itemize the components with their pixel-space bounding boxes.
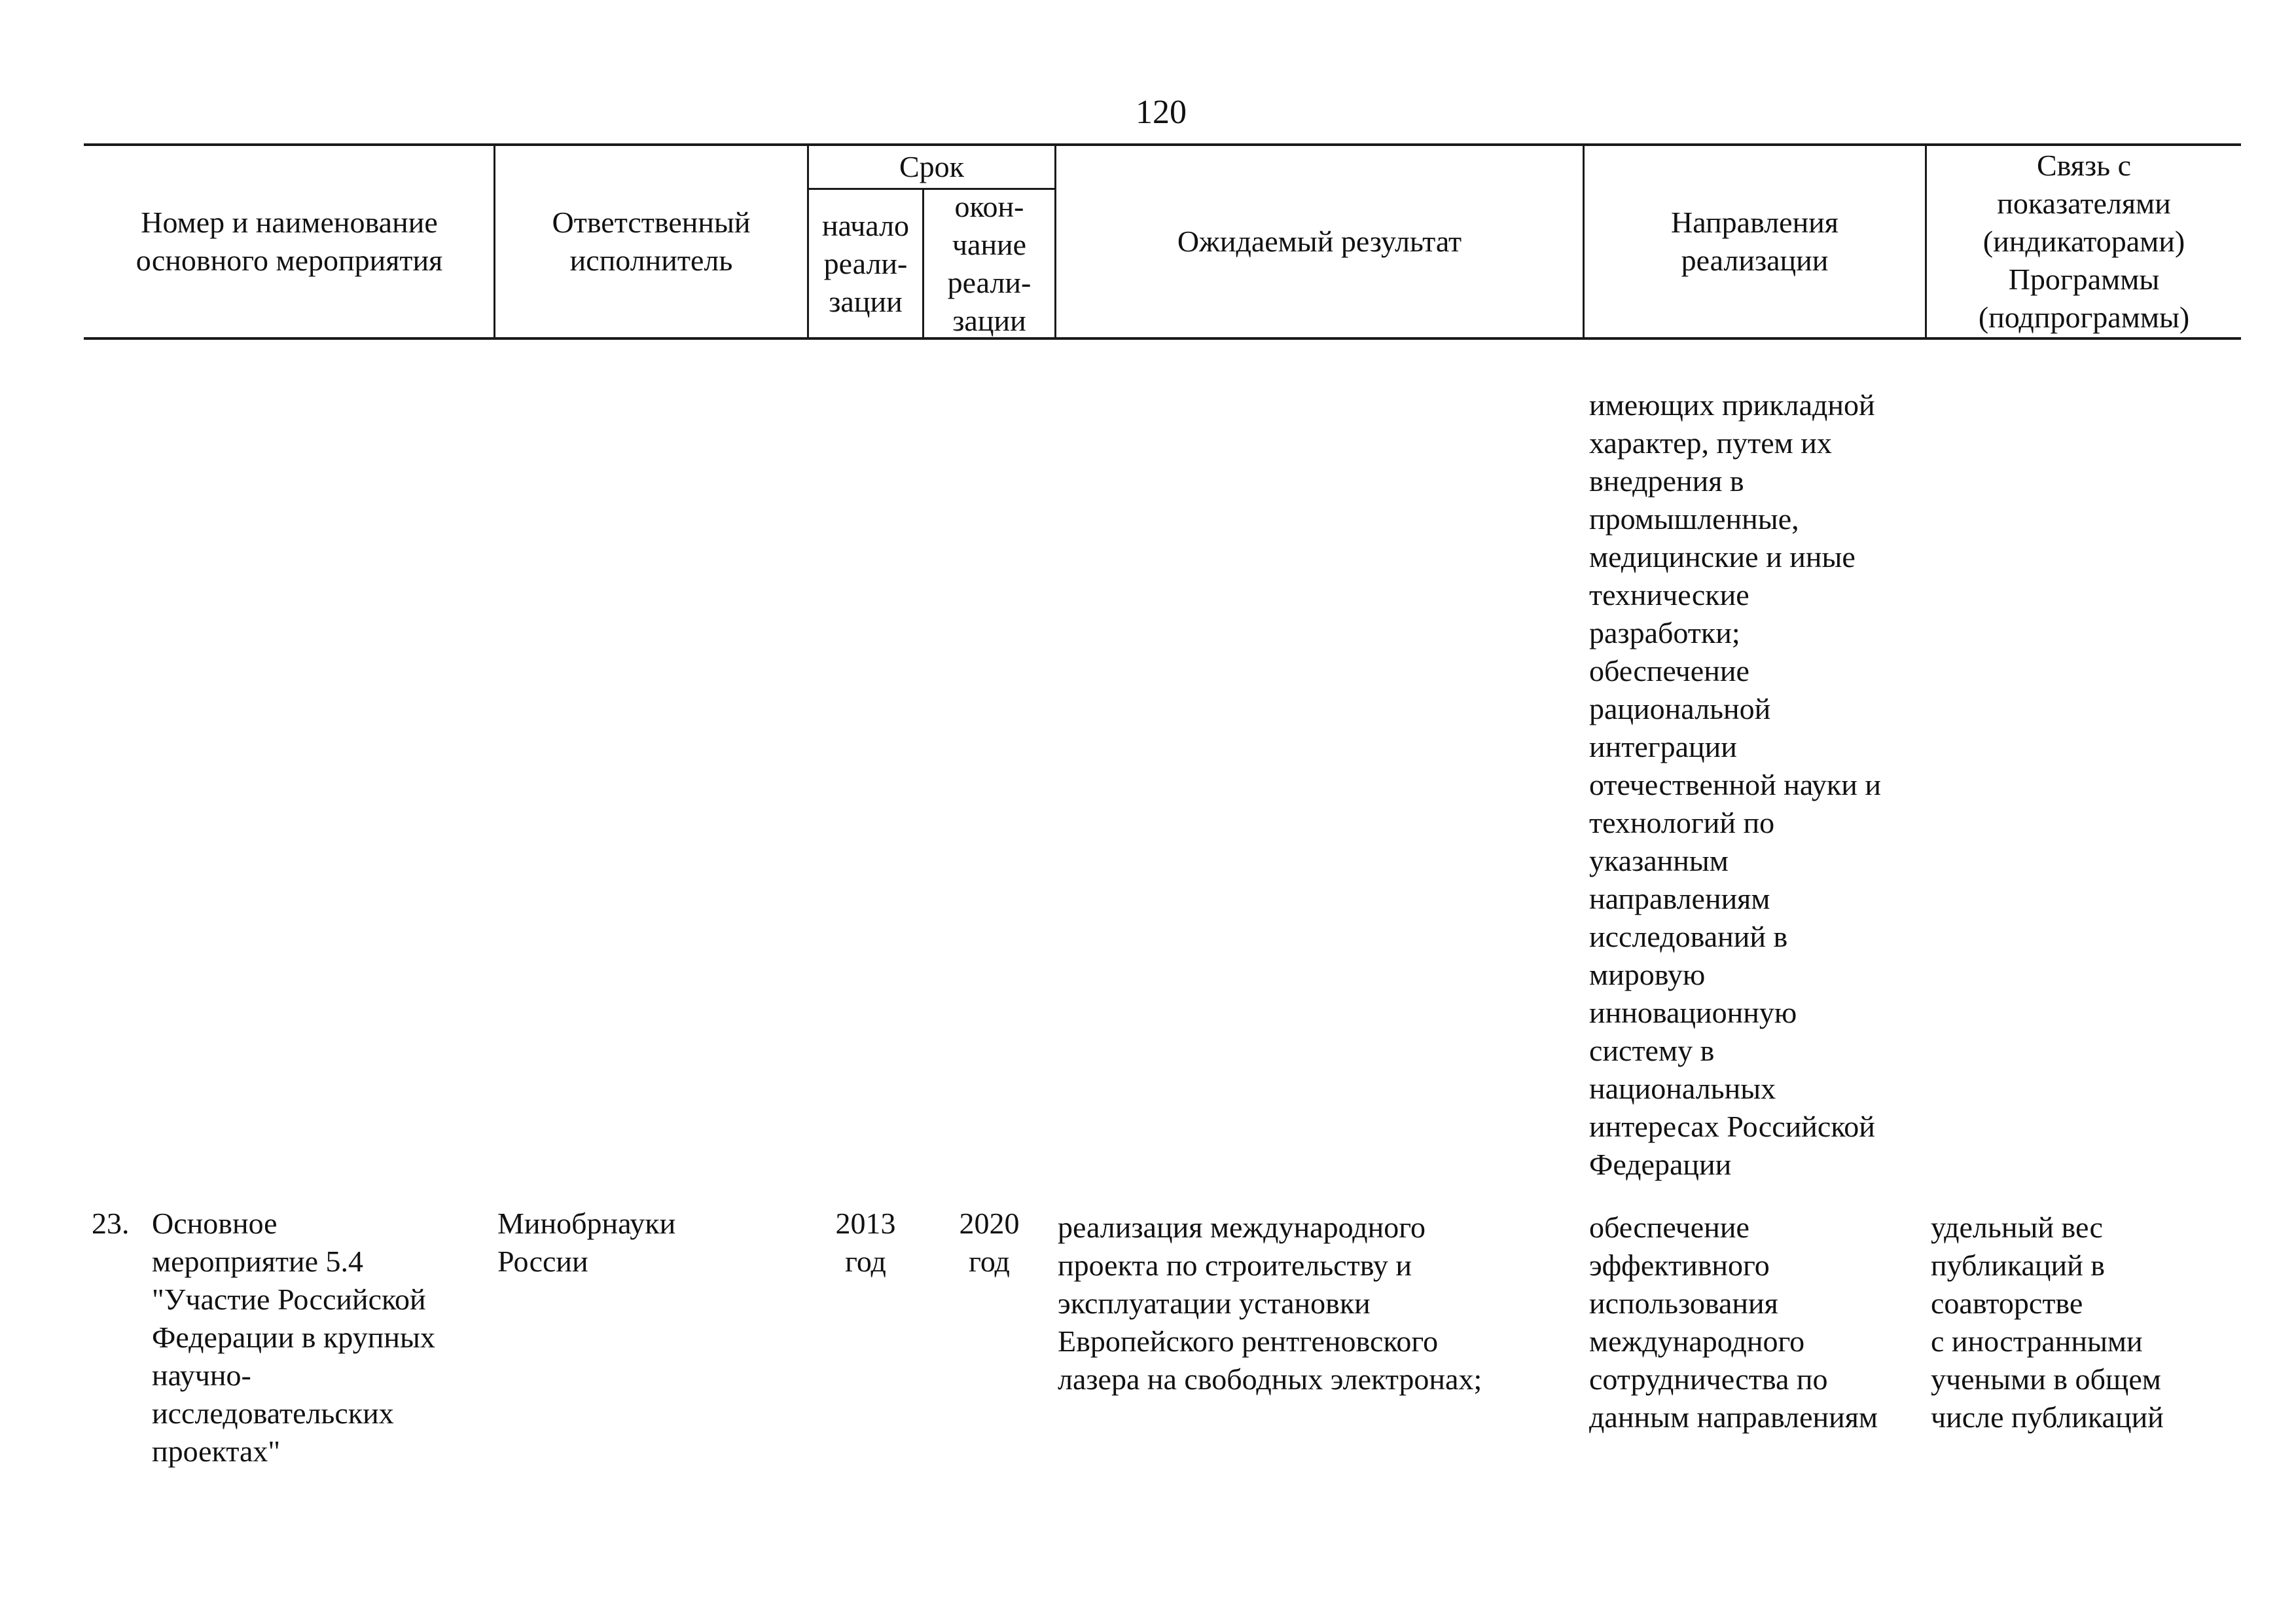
row-executor [497, 1205, 805, 1281]
text-line: технологий по [1589, 806, 1775, 839]
header-end [924, 190, 1054, 337]
header-term [809, 146, 1054, 188]
text-line: направлениям [1589, 882, 1770, 915]
row-number: 23. [92, 1207, 130, 1240]
text-line: эффективного [1589, 1249, 1770, 1282]
text-line: указанным [1589, 844, 1729, 877]
text-line: использования [1589, 1286, 1778, 1320]
text-line: промышленные, [1589, 502, 1799, 536]
header-end-line: зации [952, 303, 1026, 337]
text-line: мировую [1589, 958, 1706, 991]
header-indicators-line: Связь с [2036, 149, 2132, 182]
continuation-directions [1589, 386, 1929, 1184]
text-line: имеющих прикладной [1589, 388, 1875, 422]
header-start-line: зации [829, 284, 903, 318]
text-line: проекта по строительству и [1058, 1249, 1412, 1282]
text-line: "Участие Российской [152, 1283, 426, 1316]
text-line: числе публикаций [1931, 1400, 2164, 1434]
text-line: удельный вес [1931, 1211, 2103, 1244]
text-line: реализация международного [1058, 1211, 1426, 1244]
text-line: национальных [1589, 1072, 1776, 1105]
header-start-line: начало [821, 208, 910, 242]
text-line: технические [1589, 578, 1749, 611]
text-line: внедрения в [1589, 464, 1744, 498]
text-line: лазера на свободных электронах; [1058, 1362, 1482, 1396]
header-end-line: реали- [947, 265, 1031, 299]
text-line: мероприятие 5.4 [152, 1245, 364, 1278]
row-start-year [809, 1205, 922, 1281]
header-measure-line: основного мероприятия [135, 244, 443, 277]
text-line: Основное [152, 1207, 278, 1240]
row-directions [1589, 1209, 1923, 1436]
text-line: проектах" [152, 1434, 281, 1468]
text-line: международного [1589, 1324, 1805, 1358]
header-directions-line: реализации [1681, 244, 1829, 277]
row-end-year [924, 1205, 1054, 1281]
header-executor-line: исполнитель [569, 244, 733, 277]
header-indicators-line: (подпрограммы) [1978, 301, 2190, 334]
text-line: исследований в [1589, 920, 1788, 953]
header-result-line: Ожидаемый результат [1177, 225, 1462, 258]
header-result [1056, 146, 1583, 337]
header-measure-line: Номер и наименование [141, 206, 438, 239]
text-line: эксплуатации установки [1058, 1286, 1371, 1320]
row-indicators [1931, 1209, 2238, 1436]
text-line: России [497, 1245, 588, 1278]
text-line: год [845, 1245, 886, 1278]
text-line: Минобрнауки [497, 1207, 676, 1240]
header-directions [1585, 146, 1925, 337]
text-line: характер, путем их [1589, 426, 1832, 460]
text-line: научно- [152, 1359, 251, 1392]
text-line: Федерации в крупных [152, 1321, 435, 1354]
text-line: с иностранными [1931, 1324, 2143, 1358]
text-line: соавторстве [1931, 1286, 2083, 1320]
text-line: интеграции [1589, 730, 1737, 763]
text-line: год [969, 1245, 1010, 1278]
text-line: 2020 [959, 1207, 1020, 1240]
text-line: медицинские и иные [1589, 540, 1856, 574]
text-line: отечественной науки и [1589, 768, 1881, 801]
text-line: разработки; [1589, 616, 1740, 649]
text-line: интересах Российской [1589, 1110, 1875, 1143]
text-line: обеспечение [1589, 1211, 1749, 1244]
header-term-label: Срок [899, 150, 965, 183]
header-bottom-border [84, 337, 2241, 340]
text-line: Европейского рентгеновского [1058, 1324, 1439, 1358]
header-executor [495, 146, 807, 337]
text-line: данным направлениям [1589, 1400, 1878, 1434]
row-expected-result [1058, 1209, 1581, 1398]
page-number: 120 [1136, 94, 1187, 131]
header-indicators-line: (индикаторами) [1982, 225, 2185, 258]
text-line: исследовательских [152, 1396, 394, 1430]
header-directions-line: Направления [1671, 206, 1839, 239]
text-line: публикаций в [1931, 1249, 2105, 1282]
row-measure-name [152, 1205, 492, 1470]
header-end-line: чание [952, 227, 1027, 261]
text-line: систему в [1589, 1034, 1715, 1067]
text-line: инновационную [1589, 996, 1797, 1029]
header-start-line: реали- [823, 246, 908, 280]
text-line: обеспечение [1589, 654, 1749, 687]
header-end-line: окон- [954, 189, 1024, 223]
header-executor-line: Ответственный [552, 206, 751, 239]
header-indicators [1927, 146, 2241, 337]
text-line: сотрудничества по [1589, 1362, 1828, 1396]
text-line: рациональной [1589, 692, 1771, 725]
header-indicators-line: показателями [1997, 187, 2171, 220]
header-indicators-line: Программы [2008, 263, 2160, 296]
text-line: учеными в общем [1931, 1362, 2161, 1396]
header-measure [85, 146, 493, 337]
header-start [809, 190, 922, 337]
text-line: Федерации [1589, 1148, 1732, 1181]
text-line: 2013 [835, 1207, 896, 1240]
